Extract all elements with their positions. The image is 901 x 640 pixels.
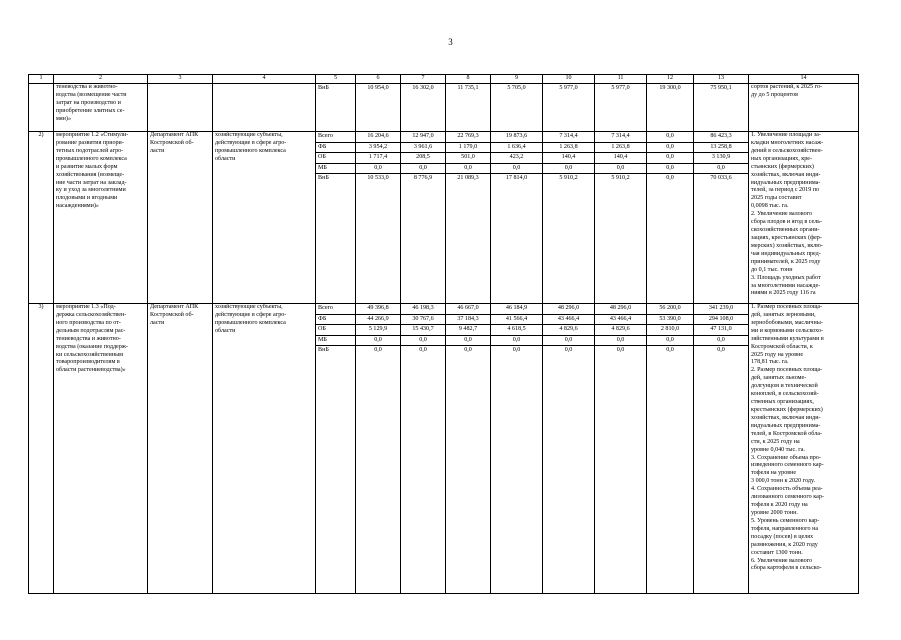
- amount-v8-value: 0,0: [446, 336, 490, 347]
- amount-v13-value: 75 950,1: [710, 85, 732, 91]
- amount-v10: [543, 132, 595, 304]
- amount-v13-value: 0,0: [717, 347, 725, 353]
- amount-v13-value: 47 131,0: [694, 325, 748, 336]
- column-number: 7: [401, 75, 446, 84]
- amount-v6-value: 0,0: [374, 347, 382, 353]
- amount-v10-value: 5 910,2: [559, 175, 578, 181]
- amount-v12-value: 0,0: [647, 336, 693, 347]
- participants: [213, 84, 316, 132]
- amount-v7-value: 8 776,9: [413, 175, 433, 181]
- amount-v13-value: 86 423,3: [694, 132, 748, 143]
- amount-v12-value: 53 390,0: [647, 315, 693, 326]
- amount-v9-value: 5 705,0: [507, 85, 526, 91]
- amount-v13-value: 70 033,6: [710, 175, 732, 181]
- amount-v10-value: 140,4: [543, 153, 594, 164]
- funding-source-value: ФБ: [316, 143, 355, 154]
- amount-v10-value: 0,0: [543, 164, 594, 175]
- amount-v11-value: 1 263,8: [595, 143, 646, 154]
- amount-v6-value: 3 954,2: [356, 143, 400, 154]
- executor: Департамент АПК Костромской об- ласти: [148, 132, 213, 304]
- amount-v8-value: 46 667,0: [446, 304, 490, 315]
- amount-v7-value: 15 430,7: [401, 325, 445, 336]
- amount-v9: [491, 304, 543, 594]
- amount-v8: [446, 132, 491, 304]
- amount-v12-value: 0,0: [647, 164, 693, 175]
- event-name: мероприятие 1.3 «Под- держка сельскохозяйствен- ного производства по от- дельным подотраслям рас- тениеводства и животно- водства (оказание поддерж- ки сельскохозяйственным товаропроизводителям в области растениеводства)»: [54, 304, 148, 594]
- amount-v13: [694, 132, 749, 304]
- amount-v12-value: 0,0: [647, 153, 693, 164]
- amount-v12: [647, 304, 694, 594]
- amount-v6-value: 0,0: [356, 336, 400, 347]
- funding-source-value: ВнБ: [318, 347, 329, 353]
- amount-v10-value: 0,0: [543, 336, 594, 347]
- row-number: [29, 84, 54, 132]
- amount-v8-value: 0,0: [464, 347, 472, 353]
- amount-v9-value: 17 814,0: [505, 175, 528, 181]
- executor: Департамент АПК Костромской об- ласти: [148, 304, 213, 594]
- amount-v9-value: 4 618,5: [491, 325, 542, 336]
- amount-v6-value: 10 954,0: [367, 85, 389, 91]
- amount-v10: [543, 304, 595, 594]
- event-name: мероприятие 1.2 «Стимули- рование развития приори- тетных подотраслей агро- промышленного комплекса и развитие малых форм хозяйствования (возмеще- ние части затрат на заклад- ку и уход за многолетними плодовыми и ягодными насаждениями)»: [54, 132, 148, 304]
- amount-v9-value: 19 873,6: [491, 132, 542, 143]
- amount-v7-value: 16 302,0: [412, 85, 434, 91]
- expected-result: 1. Увеличение площади за- кладки многолетних насаж- дений в сельскохозяйствен- ных организациях, кре- стьянских (фермерских) хозяйствах, включая инди- видуальных предпринима- телей, за период с 2019 по 2025 годы составит 0,0098 тыс. га. 2. Увеличение валового сбора плодов и ягод в сель- скохозяйственных органи- зациях, крестьянских (фер- мерских) хозяйствах, вклю- чая индивидуальных пред- принимателей, к 2025 году до 0,1 тыс. тонн 3. Площадь уходных работ за многолетними насажде- ниями в 2025 году 116 га: [749, 132, 859, 304]
- amount-v7-value: 0,0: [401, 336, 445, 347]
- amount-v12-value: 0,0: [666, 175, 674, 181]
- amount-v9-value: 46 184,9: [491, 304, 542, 315]
- amount-v7: [401, 132, 446, 304]
- amount-v8-value: 22 769,3: [446, 132, 490, 143]
- funding-source-value: Всего: [316, 132, 355, 143]
- row-number: 3): [29, 304, 54, 594]
- table-row: [29, 84, 859, 132]
- amount-v9-value: 423,2: [491, 153, 542, 164]
- page-number: 3: [448, 37, 453, 47]
- funding-source: [316, 84, 356, 132]
- amount-v10-value: 48 296,0: [543, 304, 594, 315]
- expected-result: сортов растений, к 2025 го- ду до 5 процентов: [749, 84, 859, 132]
- amount-v12-value: 0,0: [666, 347, 674, 353]
- amount-v12-value: 0,0: [647, 132, 693, 143]
- amount-v9-value: 0,0: [491, 336, 542, 347]
- amount-v11-value: 0,0: [616, 347, 625, 353]
- amount-v11-value: 7 314,4: [595, 132, 646, 143]
- amount-v11-value: 0,0: [595, 164, 646, 175]
- amount-v6-value: 5 129,9: [356, 325, 400, 336]
- amount-v8-value: 0,0: [446, 164, 490, 175]
- funding-source: [316, 304, 356, 594]
- funding-source-value: ВнБ: [318, 85, 329, 91]
- column-number: 4: [213, 75, 316, 84]
- amount-v12-value: 2 810,0: [647, 325, 693, 336]
- expected-result: 1. Размер посевных площа- дей, занятых зерновыми, зернобобовыми, масличны- ми и кормовыми сельскохо- зяйственными культурами в Костромской области, к 2025 году на уровне 178,81 тыс. га. 2. Размер посевных площа- дей, занятых льноме- долгунцом и технической коноплей, в сельскохозяй- ственных организациях, крестьянских (фермерских) хозяйствах, включая инди- видуальных предпринима- телей, в Костромской обла- сти, к 2025 году на уровне 0,040 тыс. га. 3. Сохранение объема про- изведенного семенного кар- тофеля на уровне 3 000,0 тонн к 2020 году. 4. Сохранность объема реа- лизованного семенного кар- тофеля к 2020 году на уровне 2000 тонн. 5. Уровень семенного кар- тофеля, направленного на посадку (посев) в целях размножения, к 2020 году составит 1300 тонн. 6. Увеличение валового сбора картофеля в сельско-: [749, 304, 859, 594]
- amount-v6-value: 0,0: [356, 164, 400, 175]
- participants: хозяйствующие субъекты, действующие в сфере агро- промышленного комплекса области: [213, 132, 316, 304]
- amount-v12-value: 0,0: [647, 143, 693, 154]
- funding-source-value: ОБ: [316, 153, 355, 164]
- amount-v13: [694, 84, 749, 132]
- amount-v9-value: 0,0: [512, 347, 521, 353]
- amount-v8-value: 21 089,3: [457, 175, 479, 181]
- column-number: 6: [356, 75, 401, 84]
- amount-v6-value: 10 533,0: [367, 175, 389, 181]
- amount-v11-value: 0,0: [595, 336, 646, 347]
- amount-v7-value: 46 198,3: [401, 304, 445, 315]
- amount-v10-value: 43 466,4: [543, 315, 594, 326]
- amount-v7-value: 3 961,6: [401, 143, 445, 154]
- amount-v9: [491, 84, 543, 132]
- amount-v10-value: 4 829,6: [543, 325, 594, 336]
- amount-v12: [647, 132, 694, 304]
- header-row: [29, 75, 859, 84]
- amount-v11-value: 4 829,6: [595, 325, 646, 336]
- amount-v6-value: 44 266,9: [356, 315, 400, 326]
- amount-v13-value: 3 130,9: [694, 153, 748, 164]
- amount-v10-value: 5 977,0: [559, 85, 578, 91]
- amount-v6-value: 1 717,4: [356, 153, 400, 164]
- amount-v11-value: 140,4: [595, 153, 646, 164]
- amount-v6-value: 16 204,6: [356, 132, 400, 143]
- column-number: 12: [647, 75, 694, 84]
- table-row: [29, 304, 859, 594]
- amount-v8: [446, 84, 491, 132]
- funding-source-value: МБ: [316, 336, 355, 347]
- program-table: [28, 74, 859, 594]
- column-number: 2: [54, 75, 148, 84]
- column-number: 8: [446, 75, 491, 84]
- amount-v11-value: 5 910,2: [611, 175, 630, 181]
- amount-v12-value: 19 300,0: [659, 85, 681, 91]
- amount-v8-value: 37 184,3: [446, 315, 490, 326]
- executor: [148, 84, 213, 132]
- funding-source-value: ФБ: [316, 315, 355, 326]
- amount-v9: [491, 132, 543, 304]
- amount-v11-value: 48 296,0: [595, 304, 646, 315]
- amount-v10-value: 7 314,4: [543, 132, 594, 143]
- table-row: [29, 132, 859, 304]
- amount-v13-value: 294 108,0: [694, 315, 748, 326]
- funding-source: [316, 132, 356, 304]
- column-number: 5: [316, 75, 356, 84]
- row-number: 2): [29, 132, 54, 304]
- column-number: 9: [491, 75, 543, 84]
- amount-v11-value: 43 466,4: [595, 315, 646, 326]
- amount-v11: [595, 304, 647, 594]
- amount-v7-value: 12 947,0: [401, 132, 445, 143]
- amount-v13-value: 341 239,0: [694, 304, 748, 315]
- column-number: 13: [694, 75, 749, 84]
- amount-v10: [543, 84, 595, 132]
- amount-v7: [401, 304, 446, 594]
- amount-v13-value: 0,0: [694, 164, 748, 175]
- amount-v7-value: 0,0: [419, 347, 427, 353]
- amount-v12-value: 56 200,0: [647, 304, 693, 315]
- amount-v10-value: 0,0: [564, 347, 573, 353]
- participants: хозяйствующие субъекты, действующие в сфере агро- промышленного комплекса области: [213, 304, 316, 594]
- amount-v8-value: 1 179,0: [446, 143, 490, 154]
- amount-v10-value: 1 263,8: [543, 143, 594, 154]
- amount-v7-value: 30 767,6: [401, 315, 445, 326]
- event-name: теневодства и животно- водства (возмещение части затрат на производство и приобретение элитных се- мян)»: [54, 84, 148, 132]
- amount-v8-value: 501,0: [446, 153, 490, 164]
- funding-source-value: Всего: [316, 304, 355, 315]
- column-number: 10: [543, 75, 595, 84]
- amount-v13: [694, 304, 749, 594]
- column-number: 11: [595, 75, 647, 84]
- column-number: 3: [148, 75, 213, 84]
- amount-v9-value: 0,0: [491, 164, 542, 175]
- funding-source-value: ВнБ: [318, 175, 329, 181]
- funding-source-value: ОБ: [316, 325, 355, 336]
- amount-v12: [647, 84, 694, 132]
- amount-v8-value: 9 482,7: [446, 325, 490, 336]
- amount-v13-value: 0,0: [694, 336, 748, 347]
- amount-v8: [446, 304, 491, 594]
- amount-v9-value: 41 566,4: [491, 315, 542, 326]
- amount-v6: [356, 132, 401, 304]
- amount-v6: [356, 304, 401, 594]
- column-number: 14: [749, 75, 859, 84]
- column-number: 1: [29, 75, 54, 84]
- amount-v6: [356, 84, 401, 132]
- amount-v7-value: 0,0: [401, 164, 445, 175]
- amount-v11: [595, 132, 647, 304]
- amount-v9-value: 1 636,4: [491, 143, 542, 154]
- amount-v11-value: 5 977,0: [611, 85, 630, 91]
- amount-v7: [401, 84, 446, 132]
- amount-v6-value: 49 396,8: [356, 304, 400, 315]
- amount-v7-value: 208,5: [401, 153, 445, 164]
- amount-v13-value: 13 258,8: [694, 143, 748, 154]
- funding-source-value: МБ: [316, 164, 355, 175]
- amount-v8-value: 11 735,1: [457, 85, 479, 91]
- amount-v11: [595, 84, 647, 132]
